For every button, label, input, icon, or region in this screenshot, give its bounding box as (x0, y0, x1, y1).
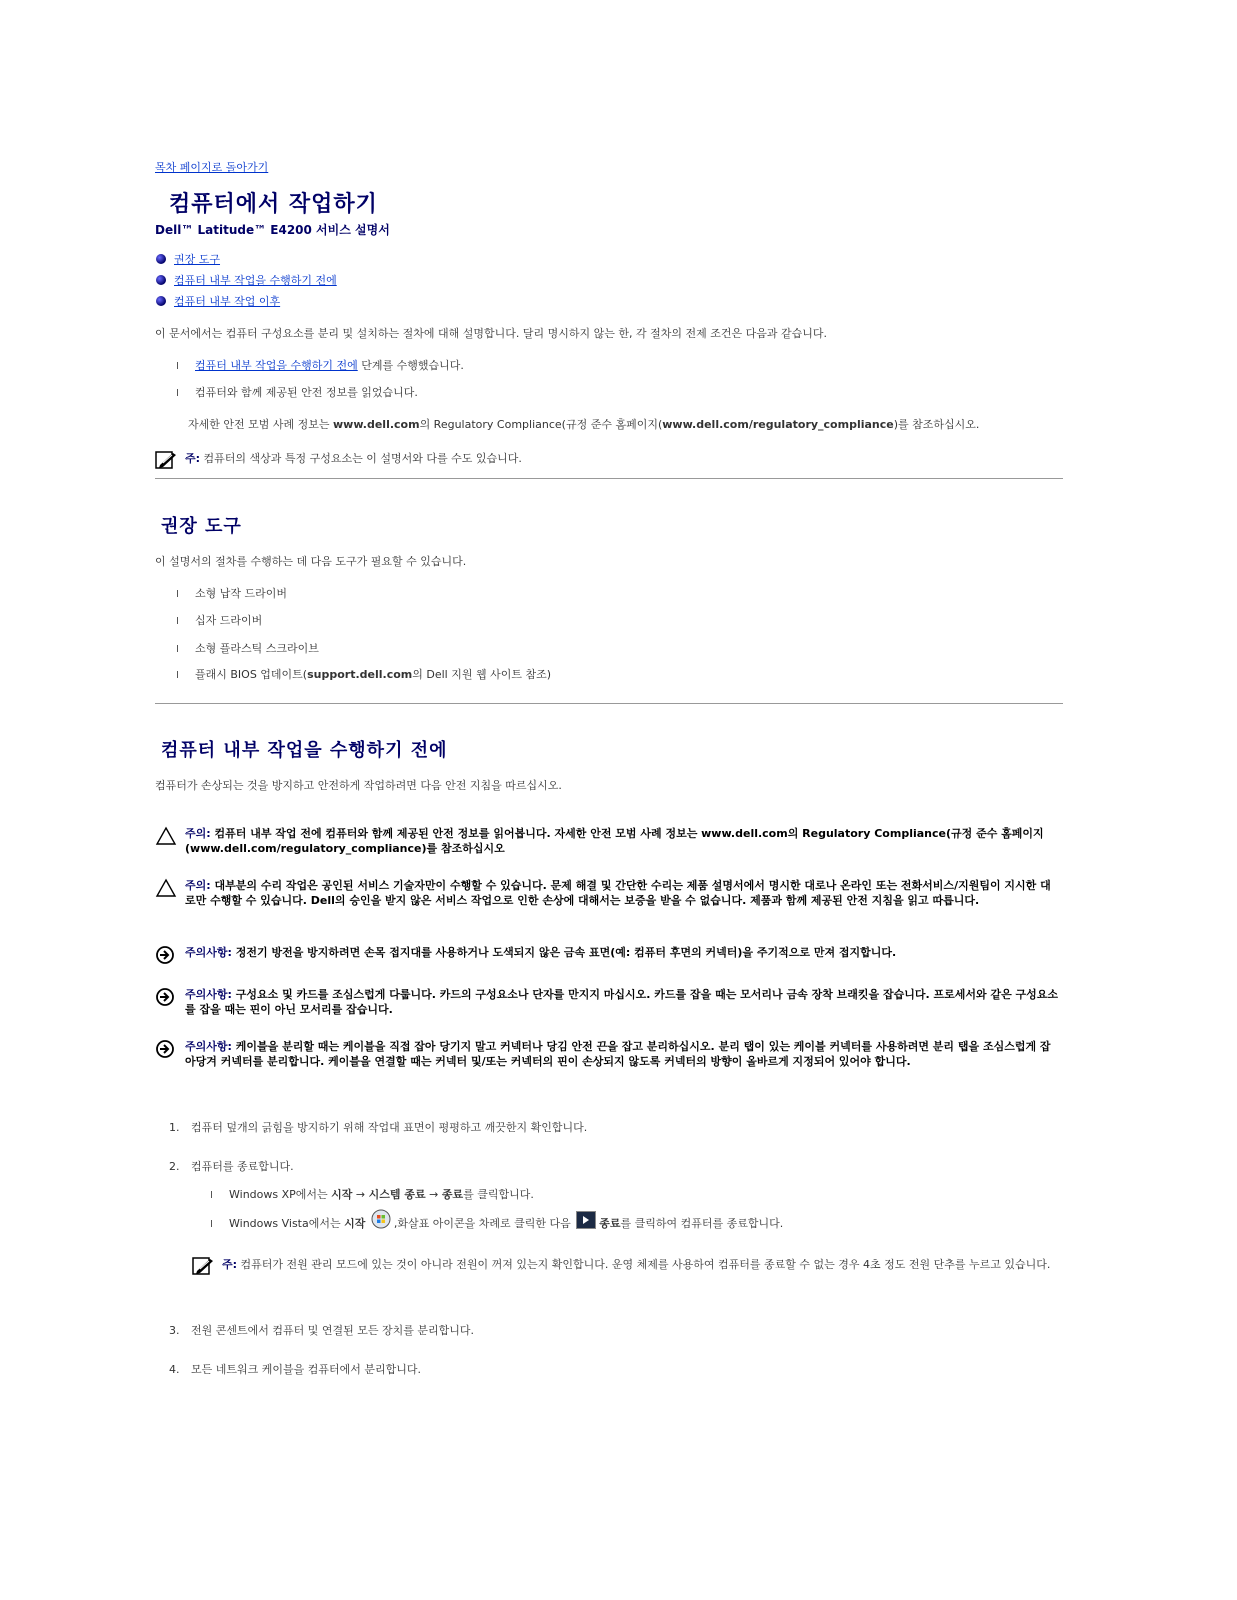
toc-link-before-working[interactable]: 컴퓨터 내부 작업을 수행하기 전에 (174, 274, 337, 287)
before-intro: 컴퓨터가 손상되는 것을 방지하고 안전하게 작업하려면 다음 안전 지침을 따르십시오. (155, 779, 562, 792)
tool-item-text: 소형 플라스틱 스크라이브 (195, 642, 319, 655)
notice-text: 정전기 방전을 방지하려면 손목 접지대를 사용하거나 도색되지 않은 금속 표면(예: 컴퓨터 후면의 커넥터)을 주기적으로 만져 접지합니다. (231, 946, 897, 959)
note-label: 주: (185, 452, 201, 465)
note-pencil-icon (192, 1257, 214, 1275)
notice-label: 주의사항: (185, 988, 232, 1001)
tool-item (177, 640, 319, 656)
notice-block (155, 945, 1063, 965)
notice-label: 주의사항: (185, 946, 232, 959)
bullet-icon (156, 275, 166, 285)
text-segment: 플래시 BIOS 업데이트( (195, 668, 308, 681)
notice-label: 주의사항: (185, 1040, 232, 1053)
turn-off-label: 종료 (599, 1217, 621, 1230)
list-item (177, 384, 418, 400)
text-segment: )를 참조하십시오. (893, 418, 980, 431)
step-item (169, 1361, 421, 1377)
intro-text: 이 문서에서는 컴퓨터 구성요소를 분리 및 설치하는 절차에 대해 설명합니다. 달리 명시하지 않는 한, 각 절차의 전제 조건은 다음과 같습니다. (155, 327, 827, 340)
step-number: 2. (169, 1160, 180, 1173)
section-divider (155, 703, 1063, 704)
text-segment: ,화살표 아이콘을 차례로 클릭한 다음 (393, 1217, 575, 1230)
notice-block (155, 1039, 1063, 1069)
page-title: 컴퓨터에서 작업하기 (169, 192, 378, 217)
text-segment: Windows XP에서는 (229, 1188, 332, 1201)
step-text: 전원 콘센트에서 컴퓨터 및 연결된 모든 장치를 분리합니다. (191, 1324, 474, 1337)
toc-item (155, 294, 337, 315)
text-segment: 자세한 안전 모범 사례 정보는 (188, 418, 333, 431)
text-segment: Windows Vista에서는 (229, 1217, 345, 1230)
list-item-text: 컴퓨터와 함께 제공된 안전 정보를 읽었습니다. (195, 386, 418, 399)
step-number: 1. (169, 1121, 180, 1134)
arrow-button-icon (576, 1211, 596, 1229)
note-text: 컴퓨터가 전원 관리 모드에 있는 것이 아니라 전원이 꺼져 있는지 확인합니다. 운영 체제를 사용하여 컴퓨터를 종료할 수 없는 경우 4초 정도 전원 단추를 누르고 있습니다. (237, 1258, 1051, 1271)
tool-item (177, 585, 287, 601)
caution-label: 주의: (185, 879, 211, 892)
step-item (169, 1158, 294, 1174)
step-item (169, 1119, 587, 1135)
note-label: 주: (222, 1258, 238, 1271)
dell-url: www.dell.com (333, 418, 420, 431)
note-block (155, 451, 522, 469)
caution-block (155, 878, 1063, 908)
list-bullet (177, 645, 182, 652)
substep-xp (211, 1186, 534, 1202)
text-segment: 를 클릭하여 컴퓨터를 종료합니다. (620, 1217, 784, 1230)
tool-item (177, 666, 551, 682)
notice-arrow-icon (155, 945, 177, 965)
caution-block (155, 826, 1063, 856)
step-text: 컴퓨터를 종료합니다. (191, 1160, 294, 1173)
page-subtitle: Dell™ Latitude™ E4200 서비스 설명서 (155, 223, 390, 237)
step-number: 4. (169, 1363, 180, 1376)
list-bullet (177, 362, 182, 369)
windows-start-orb-icon (371, 1209, 391, 1229)
text-segment: 의 Dell 지원 웹 사이트 참조) (412, 668, 552, 681)
caution-label: 주의: (185, 827, 211, 840)
tool-item-text: 소형 납작 드라이버 (195, 587, 288, 600)
notice-text: 케이블을 분리할 때는 케이블을 직접 잡아 당기지 말고 커넥터나 당김 안전 끈을 잡고 분리하십시오. 분리 탭이 있는 케이블 커넥터를 사용하려면 분리 탭을 조심스럽게 잡아당겨 커넥터를 분리합니다. 케이블을 연결할 때는 커넥터 및/또는 커넥터의 핀이 손상되지 않도록 커넥터의 방향이 올바르게 지정되어 있어야 합니다. (185, 1040, 1051, 1068)
section-heading-tools: 권장 도구 (161, 516, 242, 537)
support-url: support.dell.com (307, 668, 413, 681)
before-working-link[interactable]: 컴퓨터 내부 작업을 수행하기 전에 (195, 359, 358, 372)
list-item (177, 357, 464, 373)
start-label: 시작 (331, 1188, 353, 1201)
caution-triangle-icon (155, 878, 177, 898)
list-bullet (177, 617, 182, 624)
toc-item (155, 273, 337, 294)
caution-triangle-icon (155, 826, 177, 846)
tools-intro: 이 설명서의 절차를 수행하는 데 다음 도구가 필요할 수 있습니다. (155, 555, 467, 568)
bullet-icon (156, 254, 166, 264)
list-bullet (211, 1191, 216, 1198)
notice-arrow-icon (155, 1039, 177, 1059)
list-bullet (211, 1220, 216, 1227)
list-bullet (177, 671, 182, 678)
safety-info-text (188, 416, 979, 432)
step-item (169, 1322, 474, 1338)
step-text: 컴퓨터 덮개의 긁힘을 방지하기 위해 작업대 표면이 평평하고 깨끗한지 확인합니다. (191, 1121, 588, 1134)
text-segment: 를 클릭합니다. (463, 1188, 534, 1201)
table-of-contents (155, 252, 337, 315)
compliance-url: www.dell.com/regulatory_compliance (662, 418, 894, 431)
toc-item (155, 252, 337, 273)
note-pencil-icon (155, 451, 177, 469)
notice-arrow-icon (155, 987, 177, 1007)
notice-text: 구성요소 및 카드를 조심스럽게 다룹니다. 카드의 구성요소나 단자를 만지지 마십시오. 카드를 잡을 때는 모서리나 금속 장착 브래킷을 잡습니다. 프로세서와 같은 구성요소를 잡을 때는 핀이 아닌 모서리를 잡습니다. (185, 988, 1059, 1016)
toc-link-recommended-tools[interactable]: 권장 도구 (174, 253, 221, 266)
notice-block (155, 987, 1063, 1017)
tool-item (177, 612, 262, 628)
caution-text: 대부분의 수리 작업은 공인된 서비스 기술자만이 수행할 수 있습니다. 문제 해결 및 간단한 수리는 제품 설명서에서 명시한 대로나 온라인 또는 전화서비스/지원팀이 지시한 대로만 수행할 수 있습니다. Dell의 승인을 받지 않은 서비스 작업으로 인한 손상에 대해서는 보증을 받을 수 없습니다. 제품과 함께 제공된 안전 지침을 읽고 따릅니다. (185, 879, 1051, 907)
turn-off-label: 종료 (441, 1188, 464, 1201)
toc-link-after-working[interactable]: 컴퓨터 내부 작업 이후 (174, 295, 281, 308)
list-bullet (177, 590, 182, 597)
list-bullet (177, 389, 182, 396)
arrow-separator: → (352, 1188, 369, 1201)
text-segment: 의 Regulatory Compliance(규정 준수 홈페이지( (419, 418, 663, 431)
list-item-text: 단계를 수행했습니다. (357, 359, 464, 372)
caution-text: 컴퓨터 내부 작업 전에 컴퓨터와 함께 제공된 안전 정보를 읽어봅니다. 자세한 안전 모범 사례 정보는 www.dell.com의 Regulatory Compliance(규정 준수 홈페이지(www.dell.com/regulatory_compliance)를 참조하십시오 (185, 827, 1044, 855)
back-to-contents-link[interactable]: 목차 페이지로 돌아가기 (155, 161, 269, 174)
substep-vista (211, 1214, 783, 1234)
start-label: 시작 (344, 1217, 366, 1230)
shutdown-label: 시스템 종료 (368, 1188, 426, 1201)
bullet-icon (156, 296, 166, 306)
step-text: 모든 네트워크 케이블을 컴퓨터에서 분리합니다. (191, 1363, 422, 1376)
note-block (192, 1257, 1057, 1275)
section-heading-before-working: 컴퓨터 내부 작업을 수행하기 전에 (161, 740, 448, 761)
step-number: 3. (169, 1324, 180, 1337)
section-divider (155, 478, 1063, 479)
tool-item-text: 십자 드라이버 (195, 614, 263, 627)
note-text: 컴퓨터의 색상과 특정 구성요소는 이 설명서와 다를 수도 있습니다. (200, 452, 522, 465)
arrow-separator: → (425, 1188, 442, 1201)
